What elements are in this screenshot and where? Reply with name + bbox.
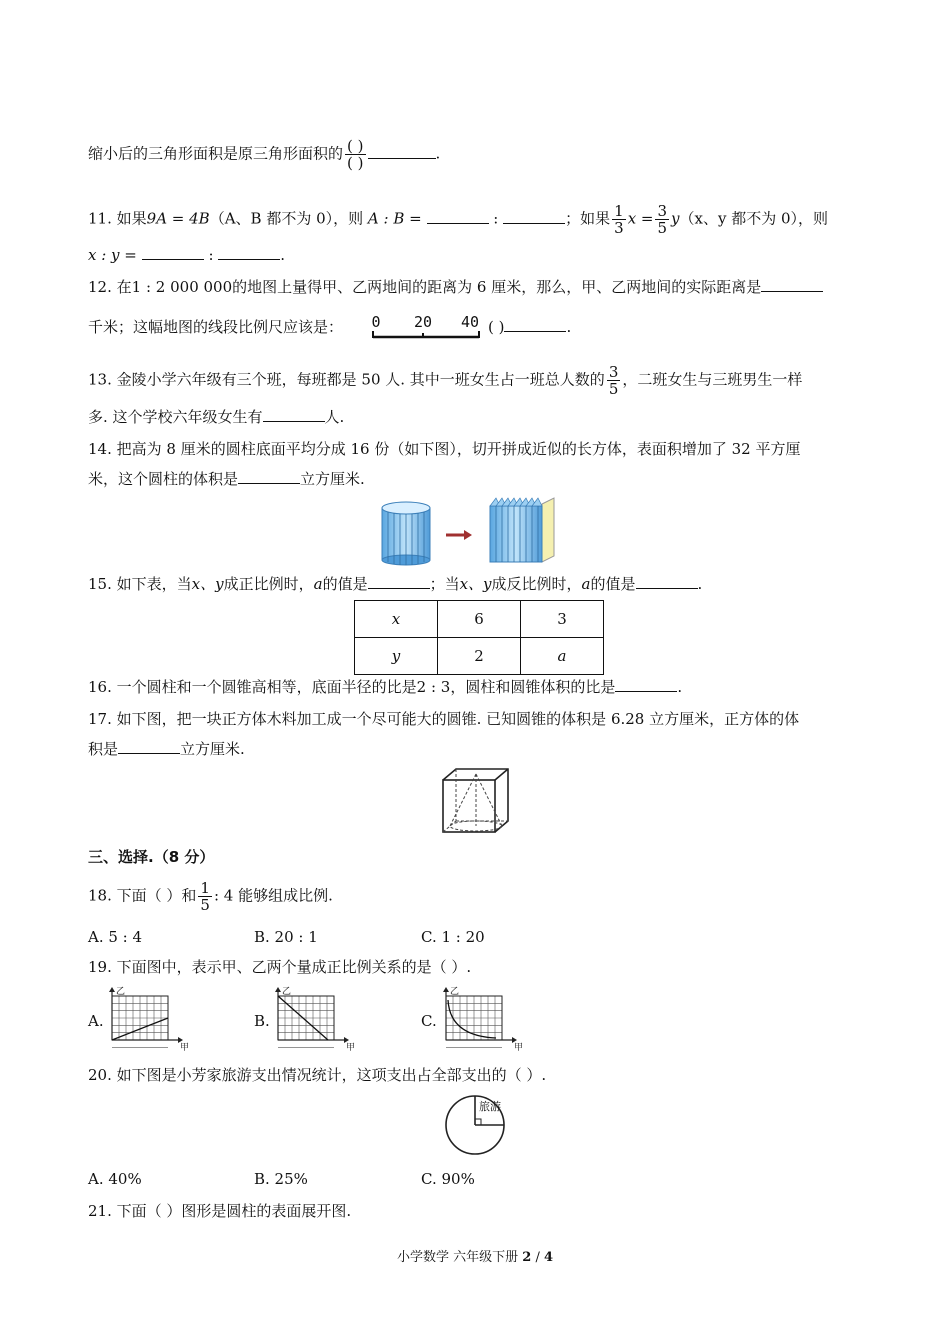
table-cell: 3 — [521, 601, 604, 638]
q15-text-c: 的值是 — [322, 575, 368, 593]
ruler-label-40: 40 — [460, 313, 480, 331]
q17-blank — [118, 739, 180, 754]
q11-var-y: y — [671, 209, 680, 228]
q11-frac-b-num: 3 — [657, 202, 668, 220]
q11-cond2: （x、y 都不为 0），则 — [679, 209, 829, 228]
q15-xy-2: x、y — [459, 575, 492, 593]
q11-frac-b — [655, 203, 669, 236]
q18-line — [88, 880, 333, 913]
q11-blank-1 — [427, 209, 489, 224]
cell-x-header: x — [391, 610, 401, 628]
q20-text: 如下图是小芳家旅游支出情况统计，这项支出占全部支出的（ ）. — [116, 1066, 547, 1084]
q11-blank-3 — [142, 245, 204, 260]
x-axis-label: 甲 — [346, 1043, 356, 1053]
y-axis-arrow-icon — [443, 987, 449, 992]
q13-text-c: 多. 这个学校六年级女生有 — [88, 408, 263, 426]
table-cell: 2 — [438, 638, 521, 675]
q14-text-c: 立方厘米. — [300, 470, 365, 488]
q13-text-d: 人. — [324, 408, 345, 426]
table-row — [355, 638, 604, 675]
q15-a-1: a — [313, 575, 323, 593]
q11-ratio1: A : B = — [367, 209, 422, 228]
q16-number: 16. — [88, 678, 112, 696]
q18-text-a: 下面（ ）和 — [116, 886, 197, 905]
q16-blank — [615, 677, 677, 692]
q19-line — [88, 956, 471, 978]
y-axis-label: 乙 — [116, 987, 126, 997]
arrow-icon — [446, 530, 472, 540]
pie-chart — [444, 1094, 506, 1156]
q11-line2: x : y = : . — [88, 246, 286, 264]
q18-number: 18. — [88, 886, 112, 905]
q13-text-b: ，二班女生与三班男生一样 — [622, 370, 803, 389]
q20-option-c[interactable]: C. 90% — [421, 1170, 475, 1188]
q15-line1: 15. 如下表，当x、y成正比例时，a的值是 ；当x、y成反比例时，a的值是 . — [88, 575, 703, 593]
section-title: 三、选择.（8 分） — [88, 848, 215, 866]
q11-sep: ；如果 — [565, 209, 611, 228]
q19-option-a[interactable]: A. — [88, 1012, 104, 1030]
q12-number: 12. — [88, 278, 112, 296]
q18-option-c[interactable]: C. 1 : 20 — [421, 928, 485, 946]
q12-scale: 1 : 2 000 000 — [131, 278, 233, 296]
q12-line1 — [88, 276, 823, 298]
q15-text-e: 成反比例时， — [491, 575, 582, 593]
table-cell — [355, 638, 438, 675]
table-cell — [521, 638, 604, 675]
q12-line2 — [88, 316, 343, 338]
q15-text-a: 如下表，当 — [116, 575, 192, 593]
q11-frac-a — [612, 203, 626, 236]
table-row — [355, 601, 604, 638]
x-axis-label: 甲 — [180, 1043, 190, 1053]
x-axis-label: 甲 — [514, 1043, 524, 1053]
q12-blank-2 — [504, 317, 566, 332]
q18-option-a[interactable]: A. 5 : 4 — [88, 928, 143, 946]
q17-line1 — [88, 708, 799, 730]
q18-text-b: : 4 能够组成比例. — [213, 886, 333, 905]
q17-text-c: 立方厘米. — [180, 740, 245, 758]
q11-line1 — [88, 203, 828, 236]
q18-fraction — [198, 880, 212, 913]
q11-cond1: （A、B 都不为 0），则 — [209, 209, 364, 228]
q13-line1 — [88, 364, 802, 397]
q11-frac-b-den: 5 — [657, 219, 668, 237]
q18-frac-den: 5 — [200, 896, 210, 914]
cylinder-icon — [382, 502, 430, 565]
page-footer — [0, 1246, 950, 1265]
y-axis-arrow-icon — [275, 987, 281, 992]
q16-ratio: 2 : 3 — [416, 678, 451, 696]
q17-text-b: 积是 — [88, 740, 119, 758]
q11-frac-a-num: 1 — [614, 202, 624, 220]
q12-blank-1 — [761, 277, 823, 292]
cube-cone-figure — [440, 766, 510, 836]
table-cell: 6 — [438, 601, 521, 638]
q18-option-b[interactable]: B. 20 : 1 — [254, 928, 318, 946]
q15-number: 15. — [88, 575, 112, 593]
q19-number: 19. — [88, 958, 112, 976]
q10-blank — [368, 144, 436, 159]
q16-text-b: ，圆柱和圆锥体积的比是 — [450, 678, 616, 696]
q18-frac-num: 1 — [200, 879, 210, 897]
q11-text-a: 如果 — [116, 209, 147, 228]
footer-page: 2 — [522, 1250, 532, 1265]
prism-icon — [490, 498, 554, 562]
q11-blank-2 — [503, 209, 565, 224]
q13-frac-den: 5 — [608, 380, 619, 398]
q20-option-b[interactable]: B. 25% — [254, 1170, 308, 1188]
q11-mid: x = — [627, 209, 654, 228]
graph-option-c[interactable] — [438, 986, 524, 1053]
q17-text-a: 如下图，把一块正方体木料加工成一个尽可能大的圆锥. 已知圆锥的体积是 6.28 立方厘米，正方体的体 — [116, 710, 800, 728]
q21-text: 下面（ ）图形是圆柱的表面展开图. — [116, 1202, 352, 1220]
graph-option-a[interactable] — [104, 986, 190, 1053]
q20-line — [88, 1064, 546, 1086]
q15-text-f: 的值是 — [590, 575, 636, 593]
q14-number: 14. — [88, 440, 112, 458]
q13-fraction — [607, 364, 621, 397]
q20-option-a[interactable]: A. 40% — [88, 1170, 142, 1188]
q11-frac-a-den: 3 — [614, 219, 624, 237]
q17-line2 — [88, 738, 245, 760]
q10-text: 缩小后的三角形面积是原三角形面积的 — [88, 144, 344, 163]
q15-a-2: a — [581, 575, 591, 593]
q13-line2 — [88, 406, 344, 428]
q10-tail: 缩小后的三角形面积是原三角形面积的 $\frac{( )}{( )}$ . — [88, 137, 441, 172]
q14-text-b: 米，这个圆柱的体积是 — [88, 470, 239, 488]
q14-blank — [238, 469, 300, 484]
footer-total: 4 — [543, 1250, 554, 1265]
cell-a: a — [557, 647, 567, 665]
q14-text-a: 把高为 8 厘米的圆柱底面平均分成 16 份（如下图），切开拼成近似的长方体，表面积增加了 32 平方厘 — [116, 440, 801, 458]
graph-option-b[interactable] — [270, 986, 356, 1053]
q20-number: 20. — [88, 1066, 112, 1084]
q15-text-b: 成正比例时， — [223, 575, 314, 593]
q15-blank-2 — [636, 574, 698, 589]
q19-option-b[interactable]: B. — [254, 1012, 270, 1030]
q13-number: 13. — [88, 370, 112, 389]
q10-frac-num: ( ) — [347, 137, 364, 155]
y-axis-label: 乙 — [282, 987, 292, 997]
y-axis-arrow-icon — [109, 987, 115, 992]
q11-number: 11. — [88, 209, 112, 228]
q14-line1 — [88, 438, 800, 460]
q12-paren: ( ) — [488, 318, 505, 336]
q13-blank — [263, 407, 325, 422]
cylinder-to-prism-figure — [378, 498, 568, 568]
q12-text-c: 千米；这幅地图的线段比例尺应该是： — [88, 318, 344, 336]
q19-option-c[interactable]: C. — [421, 1012, 437, 1030]
footer-sep: / — [535, 1250, 540, 1265]
q15-blank-1 — [368, 574, 430, 589]
q12-text-a: 在 — [116, 278, 132, 296]
graph-line — [448, 1000, 496, 1038]
scale-ruler — [366, 310, 486, 344]
q14-line2 — [88, 468, 365, 490]
pie-label-travel: 旅游 — [479, 1100, 501, 1113]
q12-text-b: 的地图上量得甲、乙两地间的距离为 6 厘米，那么，甲、乙两地间的实际距离是 — [232, 278, 762, 296]
q15-text-d: ；当 — [429, 575, 460, 593]
q15-table — [354, 600, 604, 675]
q10-frac-den: ( ) — [347, 154, 364, 172]
q19-text: 下面图中，表示甲、乙两个量成正比例关系的是（ ）. — [116, 958, 472, 976]
q21-number: 21. — [88, 1202, 112, 1220]
ruler-label-20: 20 — [413, 313, 433, 331]
q11-ratio2: x : y = — [88, 246, 137, 264]
table-cell — [355, 601, 438, 638]
q11-blank-4 — [218, 245, 280, 260]
q16-text-a: 一个圆柱和一个圆锥高相等，底面半径的比是 — [116, 678, 417, 696]
q11-eq1: 9A = 4B — [146, 209, 210, 228]
q12-line2-tail: ( ) . — [488, 318, 572, 336]
ruler-label-0: 0 — [371, 313, 381, 331]
q13-text-a: 金陵小学六年级有三个班，每班都是 50 人. 其中一班女生占一班总人数的 — [116, 370, 605, 389]
q11-colon: : — [493, 209, 499, 228]
cell-y-header: y — [391, 647, 401, 665]
q13-frac-num: 3 — [608, 363, 619, 381]
q17-number: 17. — [88, 710, 112, 728]
y-axis-label: 乙 — [450, 987, 460, 997]
q15-xy-1: x、y — [191, 575, 224, 593]
q16-line: 16. 一个圆柱和一个圆锥高相等，底面半径的比是2 : 3，圆柱和圆锥体积的比是 . — [88, 678, 683, 696]
footer-subject: 小学数学 六年级下册 — [396, 1250, 519, 1265]
q10-fraction — [345, 138, 365, 171]
q21-line — [88, 1200, 351, 1222]
q11-colon-2: : — [208, 246, 214, 264]
